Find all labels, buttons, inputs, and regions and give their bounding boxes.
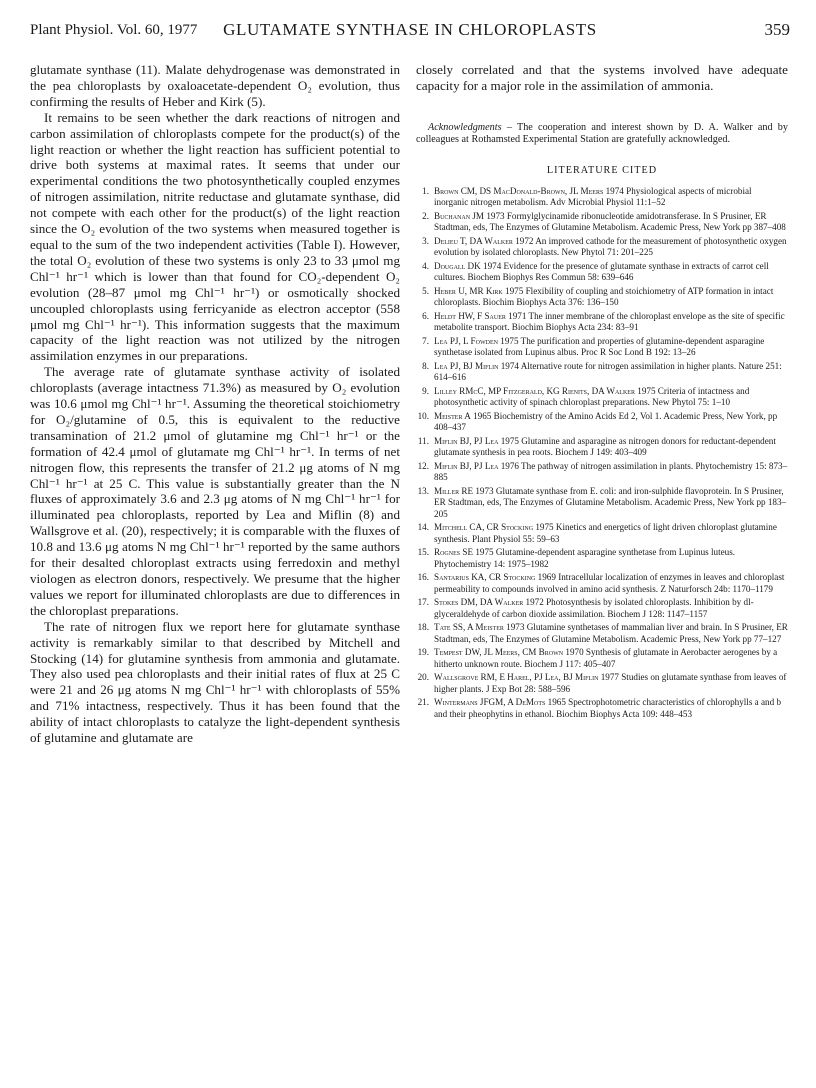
reference-number: 20.	[417, 672, 429, 683]
reference-item	[416, 647, 788, 670]
reference-item	[416, 186, 788, 209]
reference-item	[416, 311, 788, 334]
reference-number: 2.	[422, 211, 429, 221]
journal-citation: Plant Physiol. Vol. 60, 1977	[30, 22, 198, 38]
reference-number: 6.	[422, 311, 429, 321]
reference-item	[416, 697, 788, 720]
acknowledgments-text: – The cooperation and interest shown by D. A. Walker and by colleagues at Rothamsted Experimental Station are gratefully acknowledged.	[416, 121, 788, 146]
reference-item	[416, 436, 788, 459]
reference-text: 1972 Photosynthesis by isolated chloroplasts. Inhibition by dl-glyceraldehyde of carbon dioxide assimilation. Biochem J 128: 1147–1157	[434, 597, 754, 619]
reference-number: 7.	[422, 336, 429, 346]
reference-number: 11.	[417, 436, 429, 446]
reference-number: 21.	[417, 697, 429, 708]
reference-item	[416, 547, 788, 570]
reference-item	[416, 236, 788, 259]
reference-item	[416, 336, 788, 359]
reference-text: 1975 Glutamine-dependent asparagine synthetase from Lupinus luteus. Phytochemistry 14: 1975–1982	[434, 547, 736, 569]
reference-number: 8.	[422, 361, 429, 371]
body-paragraph: closely correlated and that the systems involved have adequate capacity for a major role in the assimilation of ammonia.	[416, 62, 788, 93]
reference-text: 1975 The purification and properties of glutamine-dependent asparagine synthetase isolated from Lupinus albus. Proc R Soc Lond B 192: 13–26	[434, 336, 765, 358]
reference-authors: Lea PJ, BJ Miflin	[434, 361, 499, 371]
reference-authors: Wallsgrove RM, E Harel, PJ Lea, BJ Miflin	[434, 672, 599, 683]
reference-authors: Miller RE	[434, 486, 474, 496]
reference-item	[416, 622, 788, 645]
reference-text: 1975 Glutamine and asparagine as nitrogen donors for reductant-dependent glutamate synthesis in pea roots. Biochem J 149: 403–409	[434, 436, 776, 458]
reference-authors: Brown CM, DS MacDonald-Brown, JL Meers	[434, 186, 604, 196]
reference-authors: Heldt HW, F Sauer	[434, 311, 506, 321]
right-column	[416, 62, 788, 722]
reference-authors: Stokes DM, DA Walker	[434, 597, 524, 608]
running-header	[30, 18, 790, 42]
reference-authors: Miflin BJ, PJ Lea	[434, 461, 499, 471]
reference-authors: Tate SS, A Meister	[434, 622, 504, 633]
reference-item	[416, 211, 788, 234]
reference-number: 4.	[422, 261, 429, 271]
reference-text: 1973 Formylglycinamide ribonucleotide amidotransferase. In S Prusiner, ER Stadtman, eds, The Enzymes of Glutamine Metabolism. Academic Press, New York pp 387–408	[434, 211, 786, 233]
reference-item	[416, 386, 788, 409]
acknowledgments	[416, 122, 788, 147]
reference-number: 18.	[417, 622, 429, 633]
reference-number: 1.	[422, 186, 429, 196]
reference-authors: Tempest DW, JL Meers, CM Brown	[434, 647, 564, 658]
reference-item	[416, 286, 788, 309]
reference-number: 5.	[422, 286, 429, 296]
body-paragraph: glutamate synthase (11). Malate dehydrogenase was demonstrated in the pea chloroplasts by oxaloacetate-dependent O₂ evolution, thus confirming the results of Heber and Kirk (5).	[30, 62, 400, 109]
page-number: 359	[764, 20, 790, 39]
reference-text: 1974 Physiological aspects of microbial inorganic nitrogen metabolism. Adv Microbial Physiol 11:1–52	[434, 186, 752, 208]
literature-cited-heading: LITERATURE CITED	[546, 165, 658, 176]
reference-number: 14.	[417, 522, 429, 533]
reference-text: 1965 Spectrophotometric characteristics of chlorophylls a and b and their pheophytins in ethanol. Biochim Biophys Acta 109: 448–453	[434, 697, 782, 719]
reference-authors: Buchanan JM	[434, 211, 485, 221]
reference-number: 3.	[422, 236, 429, 246]
reference-number: 10.	[417, 411, 429, 421]
reference-authors: Meister A	[434, 411, 471, 421]
reference-text: 1970 Synthesis of glutamate in Aerobacter aerogenes by a hitherto unknown route. Biochem J 117: 405–407	[434, 647, 778, 669]
reference-authors: Mitchell CA, CR Stocking	[434, 522, 534, 533]
left-column	[30, 62, 400, 746]
reference-authors: Miflin BJ, PJ Lea	[434, 436, 499, 446]
reference-text: 1972 An improved cathode for the measurement of photosynthetic oxygen evolution by isolated chloroplasts. New Phytol 71: 201–225	[434, 236, 787, 258]
reference-text: 1971 The inner membrane of the chloroplast envelope as the site of specific metabolite transport. Biochim Biophys Acta 234: 83–91	[434, 311, 785, 333]
reference-item	[416, 572, 788, 595]
reference-authors: Wintermans JFGM, A DeMots	[434, 697, 546, 708]
reference-number: 12.	[417, 461, 429, 471]
body-paragraph: The average rate of glutamate synthase activity of isolated chloroplasts (average intactness 71.3%) as measured by O₂ evolution was 10.6 μmol mg Chl⁻¹ hr⁻¹. Assuming the theoretical stoichiometry for O₂/glutamine of 0.5, this is equivalent to the reductive transamination of 21.2 μmol of glutamine mg Chl⁻¹ hr⁻¹ or the formation of 42.4 μmol of glutamate mg Chl⁻¹ hr⁻¹. In terms of net nitrogen flow, this represents the transfer of 21.2 μg atoms of N mg Chl⁻¹ hr⁻¹ at 25 C. This value is substantially greater than the N fluxes of approximately 3.6 and 2.3 μg atoms of N mg Chl⁻¹ hr⁻¹ for illuminated pea chloroplasts, reported by Lea and Miflin (8) and Wallsgrove et al. (20), respectively; it is comparable with the fluxes of 10.8 and 13.6 μg atoms N mg Chl⁻¹ hr⁻¹ reported by the same authors for their desalted chloroplast extracts using ferredoxin and methyl viologen as electron donors, respectively. We presume that the higher values we report for illuminated chloroplasts are due to differences in the chloroplast preparations.	[30, 364, 400, 618]
reference-text: 1969 Intracellular localization of enzymes in leaves and chloroplast permeability to compounds involved in amino acid synthesis. Z Naturforsch 24b: 1170–1179	[434, 572, 785, 594]
reference-authors: Dougall DK	[434, 261, 481, 271]
reference-text: 1977 Studies on glutamate synthase from leaves of higher plants. J Exp Bot 28: 588–596	[434, 672, 787, 694]
reference-text: 1974 Alternative route for nitrogen assimilation in higher plants. Nature 251: 614–616	[434, 361, 782, 383]
reference-text: 1975 Criteria of intactness and photosynthetic activity of spinach chloroplast preparations. New Phytol 75: 1–10	[434, 386, 750, 408]
reference-text: 1973 Glutamine synthetases of mammalian liver and brain. In S Prusiner, ER Stadtman, eds, The Enzymes of Glutamine Metabolism. Academic Press, New York pp 77–127	[434, 622, 788, 644]
running-title: GLUTAMATE SYNTHASE IN CHLOROPLASTS	[223, 20, 597, 39]
reference-text: 1973 Glutamate synthase from E. coli: and iron-sulphide flavoprotein. In S Prusiner, ER Stadtman, eds, The Enzymes of Glutamine Metabolism. Academic Press, New York pp 183–205	[434, 486, 787, 519]
reference-item	[416, 672, 788, 695]
reference-list	[416, 186, 788, 720]
reference-text: 1965 Biochemistry of the Amino Acids Ed 2, Vol 1. Academic Press, New York, pp 408–437	[434, 411, 778, 433]
reference-text: 1976 The pathway of nitrogen assimilation in plants. Phytochemistry 15: 873–885	[434, 461, 788, 483]
reference-number: 13.	[417, 486, 429, 496]
reference-authors: Lea PJ, L Fowden	[434, 336, 498, 346]
reference-item	[416, 461, 788, 484]
reference-authors: Lilley RMcC, MP Fitzgerald, KG Rienits, DA Walker	[434, 386, 635, 396]
reference-item	[416, 486, 788, 520]
reference-text: 1975 Flexibility of coupling and stoichiometry of ATP formation in intact chloroplasts. Biochim Biophys Acta 376: 136–150	[434, 286, 774, 308]
acknowledgments-label: Acknowledgments	[428, 121, 502, 133]
reference-number: 16.	[417, 572, 429, 583]
body-paragraph: The rate of nitrogen flux we report here for glutamate synthase activity is remarkably similar to that described by Mitchell and Stocking (14) for glutamine synthesis from ammonia and glutamate. They also used pea chloroplasts and their initial rates of flux at 25 C were 21 and 26 μg atoms N mg Chl⁻¹ hr⁻¹ with chloroplasts of 55% and 71% intactness, respectively. Thus it has been found that the ability of intact chloroplasts to catalyze the light-dependent synthesis of glutamine and glutamate are	[30, 618, 400, 746]
reference-text: 1975 Kinetics and energetics of light driven chloroplast glutamine synthesis. Plant Physiol 55: 59–63	[434, 522, 777, 544]
reference-number: 9.	[422, 386, 429, 396]
body-paragraph: It remains to be seen whether the dark reactions of nitrogen and carbon assimilation of chloroplasts compete for the product(s) of the light reaction or whether the light reaction has sufficient potential to drive both systems at maximal rates. It seems that under our experimental conditions the two photosynthetically coupled enzymes of nitrogen assimilation, nitrite reductase and glutamate synthase, did not compete with each other for the product(s) of the light reaction since the O₂ evolution of the two systems when measured together is equal to the sum of the two independent activities (Table I). However, the total O₂ evolution of these two systems is only 23 to 33 μmol mg Chl⁻¹ hr⁻¹ which is lower than that found for CO₂-dependent O₂ evolution (28–87 μmol mg Chl⁻¹ hr⁻¹) or osmotically shocked uncoupled chloroplasts using ferricyanide as electron acceptor (558 μmol mg Chl⁻¹ hr⁻¹). This information suggests that the maximum capacity of the light reaction was not utilized by the nitrogen assimilation enzymes in our preparations.	[30, 109, 400, 364]
reference-item	[416, 522, 788, 545]
reference-authors: Rognes SE	[434, 547, 474, 558]
reference-number: 19.	[417, 647, 429, 658]
reference-item	[416, 361, 788, 384]
reference-item	[416, 261, 788, 284]
reference-item	[416, 597, 788, 620]
reference-authors: Santarius KA, CR Stocking	[434, 572, 536, 583]
reference-authors: Delieu T, DA Walker	[434, 236, 513, 246]
reference-number: 17.	[417, 597, 429, 608]
reference-number: 15.	[417, 547, 429, 558]
reference-text: 1974 Evidence for the presence of glutamate synthase in extracts of carrot cell cultures. Biochem Biophys Res Commun 58: 639–646	[434, 261, 769, 283]
reference-authors: Heber U, MR Kirk	[434, 286, 503, 296]
reference-item	[416, 411, 788, 434]
